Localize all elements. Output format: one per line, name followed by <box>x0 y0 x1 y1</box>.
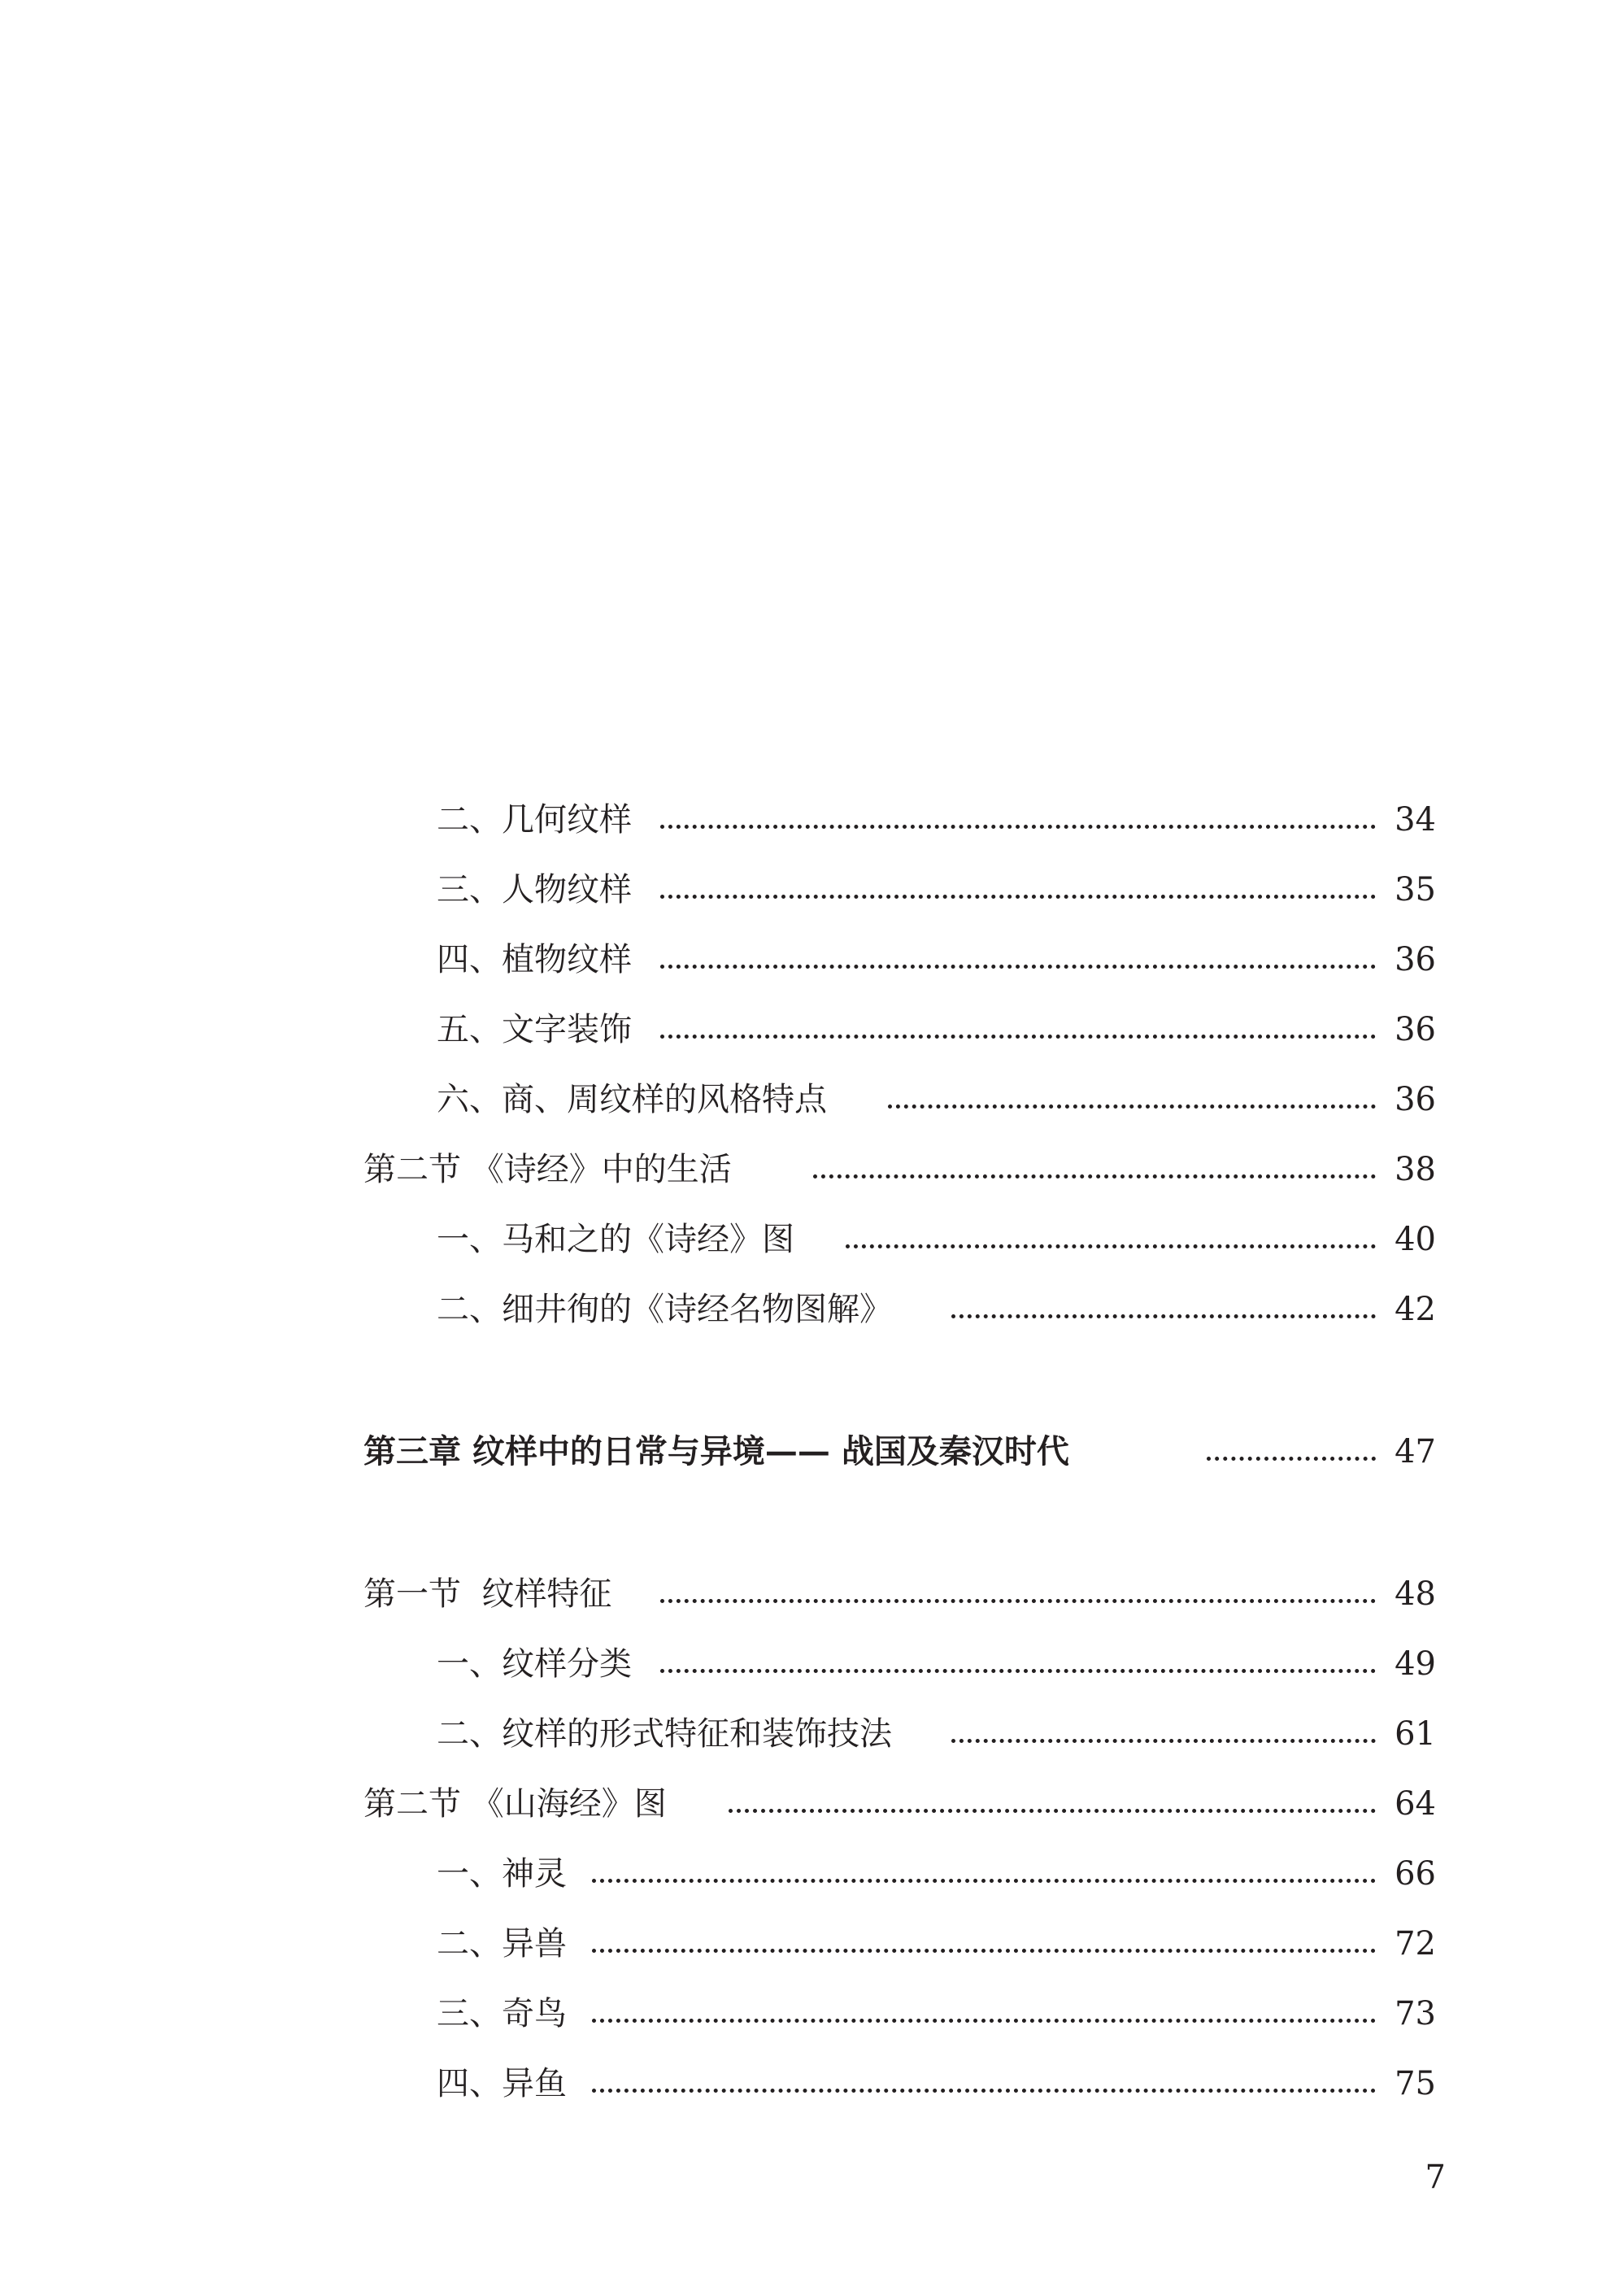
dot-leader <box>592 1879 1376 1883</box>
toc-entry <box>0 865 1623 914</box>
toc-page-number: 49 <box>1395 1645 1436 1683</box>
dot-leader <box>660 1035 1376 1039</box>
toc-section-entry <box>0 1145 1623 1194</box>
toc-entry <box>0 1710 1623 1758</box>
toc-page-number: 36 <box>1395 1081 1436 1118</box>
page-number: 7 <box>1425 2159 1446 2196</box>
dot-leader <box>660 1599 1376 1603</box>
toc-entry-title: 一、马和之的《诗经》图 <box>437 1221 794 1258</box>
toc-page-number: 36 <box>1395 941 1436 978</box>
dot-leader <box>888 1104 1376 1109</box>
dot-leader <box>729 1809 1376 1813</box>
toc-page-number: 42 <box>1395 1291 1436 1328</box>
dot-leader <box>592 2089 1376 2093</box>
toc-page-number: 64 <box>1395 1785 1436 1823</box>
dot-leader <box>660 965 1376 969</box>
toc-entry-title: 三、人物纹样 <box>437 871 632 908</box>
toc-entry-title: 三、奇鸟 <box>437 1995 567 2032</box>
dot-leader <box>660 825 1376 829</box>
dot-leader <box>951 1739 1376 1743</box>
toc-section-title: 第二节 《山海经》图 <box>363 1785 667 1823</box>
toc-page-number: 75 <box>1395 2065 1436 2102</box>
toc-page-number: 35 <box>1395 871 1436 908</box>
dot-leader <box>1207 1457 1376 1461</box>
toc-entry-title: 一、纹样分类 <box>437 1645 632 1683</box>
toc-section-title: 第二节 《诗经》中的生活 <box>363 1151 732 1188</box>
toc-entry <box>0 1005 1623 1054</box>
toc-page-number: 66 <box>1395 1855 1436 1893</box>
toc-entry <box>0 1215 1623 1264</box>
dot-leader <box>660 895 1376 899</box>
toc-page-number: 40 <box>1395 1221 1436 1258</box>
toc-page-number: 38 <box>1395 1151 1436 1188</box>
dot-leader <box>846 1244 1376 1248</box>
toc-entry-title: 六、商、周纹样的风格特点 <box>437 1081 827 1118</box>
toc-section-title: 第一节 纹样特征 <box>363 1575 612 1613</box>
toc-entry <box>0 795 1623 844</box>
toc-entry-title: 一、神灵 <box>437 1855 567 1893</box>
toc-page-number: 36 <box>1395 1011 1436 1048</box>
dot-leader <box>592 2019 1376 2023</box>
toc-entry-title: 二、几何纹样 <box>437 801 632 839</box>
toc-entry <box>0 1075 1623 1124</box>
dot-leader <box>813 1174 1376 1178</box>
dot-leader <box>660 1669 1376 1673</box>
toc-page-number: 73 <box>1395 1995 1436 2032</box>
toc-section-entry <box>0 1780 1623 1828</box>
toc-entry-title: 二、异兽 <box>437 1925 567 1963</box>
toc-page-number: 47 <box>1395 1433 1436 1470</box>
toc-chapter-entry <box>0 1427 1623 1476</box>
toc-entry <box>0 2059 1623 2108</box>
toc-section-entry <box>0 1570 1623 1619</box>
toc-entry <box>0 935 1623 984</box>
toc-entry <box>0 1849 1623 1898</box>
dot-leader <box>592 1949 1376 1953</box>
toc-entry <box>0 1919 1623 1968</box>
toc-entry <box>0 1989 1623 2038</box>
toc-page-number: 48 <box>1395 1575 1436 1613</box>
toc-entry-title: 四、异鱼 <box>437 2065 567 2102</box>
toc-entry-title: 四、植物纹样 <box>437 941 632 978</box>
toc-entry-title: 二、纹样的形式特征和装饰技法 <box>437 1715 892 1753</box>
toc-page-number: 34 <box>1395 801 1436 839</box>
toc-chapter-title: 第三章 纹样中的日常与异境—— 战国及秦汉时代 <box>363 1432 1069 1470</box>
dot-leader <box>951 1314 1376 1318</box>
toc-entry <box>0 1640 1623 1688</box>
toc-page-number: 72 <box>1395 1925 1436 1963</box>
toc-entry-title: 五、文字装饰 <box>437 1011 632 1048</box>
toc-page-number: 61 <box>1395 1715 1436 1753</box>
toc-entry-title: 二、细井徇的《诗经名物图解》 <box>437 1291 892 1328</box>
toc-entry <box>0 1285 1623 1334</box>
